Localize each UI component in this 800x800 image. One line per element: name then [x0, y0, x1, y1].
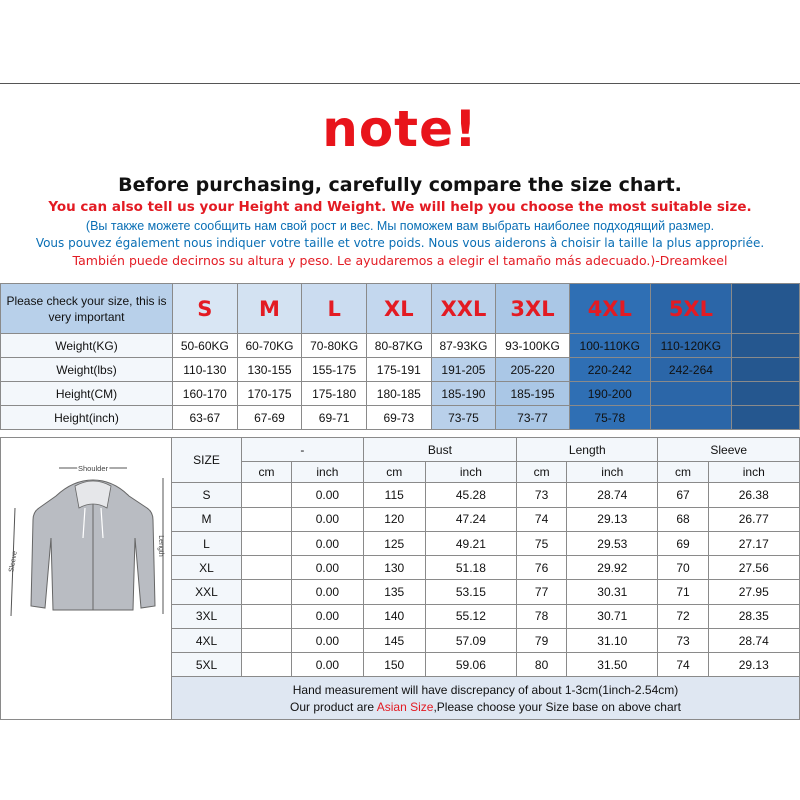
measurement-cell — [242, 629, 292, 653]
cell: 242-264 — [650, 358, 731, 382]
size-header-blank — [732, 284, 800, 334]
measurement-cell — [242, 483, 292, 507]
measurement-row — [172, 580, 800, 604]
measurement-cell: 75 — [517, 531, 567, 555]
measurement-cell: 125 — [363, 531, 425, 555]
top-divider — [0, 83, 800, 84]
size-cell: 3XL — [172, 604, 242, 628]
measurement-cell: 28.35 — [708, 604, 799, 628]
cell-blank — [732, 334, 800, 358]
group-header-length: Length — [517, 438, 658, 462]
intro-line-english: You can also tell us your Height and Weight. We will help you choose the most suitable size. — [48, 199, 752, 215]
cell: 69-73 — [366, 406, 431, 430]
cell: 75-78 — [569, 406, 650, 430]
unit-header: cm — [242, 462, 292, 483]
measurement-cell: 69 — [658, 531, 708, 555]
size-cell: XL — [172, 556, 242, 580]
cell: 185-190 — [431, 382, 496, 406]
measurement-cell: 0.00 — [292, 483, 364, 507]
size-header-xl: XL — [366, 284, 431, 334]
cell: 69-71 — [302, 406, 367, 430]
cell: 73-75 — [431, 406, 496, 430]
cell: 70-80KG — [302, 334, 367, 358]
measurement-row — [172, 653, 800, 677]
intro-line-french: Vous pouvez également nous indiquer votre taille et votre poids. Nous vous aiderons à choisir la taille la plus appropriée. — [35, 236, 765, 250]
group-header-sleeve: Sleeve — [658, 438, 800, 462]
group-header-blank: - — [242, 438, 364, 462]
measurement-cell: 29.13 — [708, 653, 799, 677]
measurement-cell — [242, 556, 292, 580]
unit-header: inch — [567, 462, 658, 483]
cell: 93-100KG — [496, 334, 569, 358]
weight-lbs-row — [1, 358, 800, 382]
measurement-row — [172, 483, 800, 507]
measurement-group-header-row — [172, 438, 800, 462]
measurement-cell: 29.53 — [567, 531, 658, 555]
hoodie-hood — [75, 481, 111, 508]
cell: 190-200 — [569, 382, 650, 406]
cell: 205-220 — [496, 358, 569, 382]
measurement-rows — [172, 483, 800, 677]
measurement-cell — [242, 653, 292, 677]
measurement-cell: 27.17 — [708, 531, 799, 555]
measurement-cell: 150 — [363, 653, 425, 677]
hoodie-illustration — [0, 437, 172, 720]
sleeve-label: Sleeve — [8, 550, 19, 573]
hoodie-measurement-diagram — [1, 438, 171, 719]
measurement-cell: 55.12 — [425, 604, 516, 628]
cell-blank — [732, 382, 800, 406]
unit-header: inch — [708, 462, 799, 483]
measurement-cell: 0.00 — [292, 507, 364, 531]
measurement-cell: 74 — [517, 507, 567, 531]
cell: 100-110KG — [569, 334, 650, 358]
unit-header: cm — [658, 462, 708, 483]
cell: 87-93KG — [431, 334, 496, 358]
measurement-cell: 26.38 — [708, 483, 799, 507]
size-cell: 4XL — [172, 629, 242, 653]
length-label: Length — [157, 535, 164, 557]
measurement-unit-header-row — [172, 462, 800, 483]
size-cell: M — [172, 507, 242, 531]
measurement-cell: 73 — [658, 629, 708, 653]
measurement-cell — [242, 531, 292, 555]
measurement-table — [171, 437, 800, 678]
measurement-cell: 145 — [363, 629, 425, 653]
measurement-cell: 76 — [517, 556, 567, 580]
size-cell: S — [172, 483, 242, 507]
size-header-3xl: 3XL — [496, 284, 569, 334]
cell: 191-205 — [431, 358, 496, 382]
measurement-cell: 67 — [658, 483, 708, 507]
measurement-row — [172, 531, 800, 555]
cell: 185-195 — [496, 382, 569, 406]
footer-discrepancy: Hand measurement will have discrepancy of about 1-3cm(1inch-2.54cm) — [292, 683, 679, 697]
measurement-cell: 135 — [363, 580, 425, 604]
asian-size-highlight: Asian Size — [376, 700, 434, 714]
measurement-cell: 80 — [517, 653, 567, 677]
measurement-cell: 0.00 — [292, 604, 364, 628]
measurement-cell — [242, 507, 292, 531]
height-inch-row — [1, 406, 800, 430]
cell-blank — [732, 358, 800, 382]
group-header-bust: Bust — [363, 438, 516, 462]
measurement-cell: 0.00 — [292, 556, 364, 580]
cell: 170-175 — [237, 382, 302, 406]
measurement-cell: 71 — [658, 580, 708, 604]
size-header-xxl: XXL — [431, 284, 496, 334]
measurement-cell: 49.21 — [425, 531, 516, 555]
measurement-cell: 72 — [658, 604, 708, 628]
cell: 50-60KG — [173, 334, 238, 358]
size-recommendation-table — [0, 283, 800, 430]
measurement-cell: 27.95 — [708, 580, 799, 604]
cell: 80-87KG — [366, 334, 431, 358]
measurement-cell: 31.50 — [567, 653, 658, 677]
measurement-cell: 26.77 — [708, 507, 799, 531]
unit-header: inch — [292, 462, 364, 483]
row-label: Weight(KG) — [1, 334, 173, 358]
cell-blank — [732, 406, 800, 430]
cell: 160-170 — [173, 382, 238, 406]
size-check-label: Please check your size, this is very important — [1, 284, 173, 334]
weight-kg-row — [1, 334, 800, 358]
measurement-cell: 30.71 — [567, 604, 658, 628]
measurement-cell: 130 — [363, 556, 425, 580]
measurement-row — [172, 629, 800, 653]
measurement-cell: 140 — [363, 604, 425, 628]
measurement-cell: 0.00 — [292, 580, 364, 604]
size-cell: 5XL — [172, 653, 242, 677]
size-header-l: L — [302, 284, 367, 334]
cell: 110-130 — [173, 358, 238, 382]
note-heading: note! — [322, 100, 478, 158]
row-label: Height(CM) — [1, 382, 173, 406]
intro-line-spanish: También puede decirnos su altura y peso. Le ayudaremos a elegir el tamaño más adecuado.)-Dreamkeel — [72, 253, 728, 268]
measurement-cell: 0.00 — [292, 653, 364, 677]
measurement-cell: 120 — [363, 507, 425, 531]
measurement-cell: 29.13 — [567, 507, 658, 531]
cell: 180-185 — [366, 382, 431, 406]
cell: 175-191 — [366, 358, 431, 382]
measurement-cell: 57.09 — [425, 629, 516, 653]
size-cell: XXL — [172, 580, 242, 604]
measurement-cell: 59.06 — [425, 653, 516, 677]
unit-header: inch — [425, 462, 516, 483]
measurement-cell: 31.10 — [567, 629, 658, 653]
cell: 220-242 — [569, 358, 650, 382]
measurement-cell: 30.31 — [567, 580, 658, 604]
cell: 110-120KG — [650, 334, 731, 358]
shoulder-label: Shoulder — [77, 464, 109, 473]
measurement-row — [172, 604, 800, 628]
size-header-4xl: 4XL — [569, 284, 650, 334]
measurement-cell: 0.00 — [292, 629, 364, 653]
size-header-m: M — [237, 284, 302, 334]
measurement-cell: 78 — [517, 604, 567, 628]
measurement-cell: 29.92 — [567, 556, 658, 580]
unit-header: cm — [363, 462, 425, 483]
measurement-cell: 77 — [517, 580, 567, 604]
measurement-cell: 70 — [658, 556, 708, 580]
cell: 130-155 — [237, 358, 302, 382]
measurement-cell: 79 — [517, 629, 567, 653]
height-cm-row — [1, 382, 800, 406]
measurement-cell: 27.56 — [708, 556, 799, 580]
cell: 155-175 — [302, 358, 367, 382]
intro-line-russian: (Вы также можете сообщить нам свой рост и вес. Мы поможем вам выбрать наиболее подходящий размер. — [85, 219, 715, 233]
measurement-cell: 115 — [363, 483, 425, 507]
measurement-cell: 53.15 — [425, 580, 516, 604]
measurement-cell: 28.74 — [708, 629, 799, 653]
cell: 175-180 — [302, 382, 367, 406]
cell — [650, 382, 731, 406]
measurement-cell: 0.00 — [292, 531, 364, 555]
measurement-cell — [242, 580, 292, 604]
intro-text — [0, 174, 800, 269]
footer-asian-size: Our product are Asian Size,Please choose your Size base on above chart — [290, 700, 681, 714]
cell — [650, 406, 731, 430]
size-header-s: S — [173, 284, 238, 334]
cell: 67-69 — [237, 406, 302, 430]
measurement-cell: 51.18 — [425, 556, 516, 580]
cell: 60-70KG — [237, 334, 302, 358]
measurement-cell: 73 — [517, 483, 567, 507]
measurement-cell: 74 — [658, 653, 708, 677]
size-cell: L — [172, 531, 242, 555]
measurement-cell — [242, 604, 292, 628]
size-header-row — [1, 284, 800, 334]
size-column-header: SIZE — [172, 438, 242, 483]
footer-note — [171, 676, 800, 720]
intro-line-compare: Before purchasing, carefully compare the size chart. — [118, 174, 682, 196]
cell: 73-77 — [496, 406, 569, 430]
measurement-cell: 47.24 — [425, 507, 516, 531]
unit-header: cm — [517, 462, 567, 483]
measurement-cell: 45.28 — [425, 483, 516, 507]
measurement-row — [172, 556, 800, 580]
measurement-cell: 28.74 — [567, 483, 658, 507]
measurement-cell: 68 — [658, 507, 708, 531]
measurement-row — [172, 507, 800, 531]
cell: 63-67 — [173, 406, 238, 430]
size-header-5xl: 5XL — [650, 284, 731, 334]
row-label: Height(inch) — [1, 406, 173, 430]
row-label: Weight(lbs) — [1, 358, 173, 382]
